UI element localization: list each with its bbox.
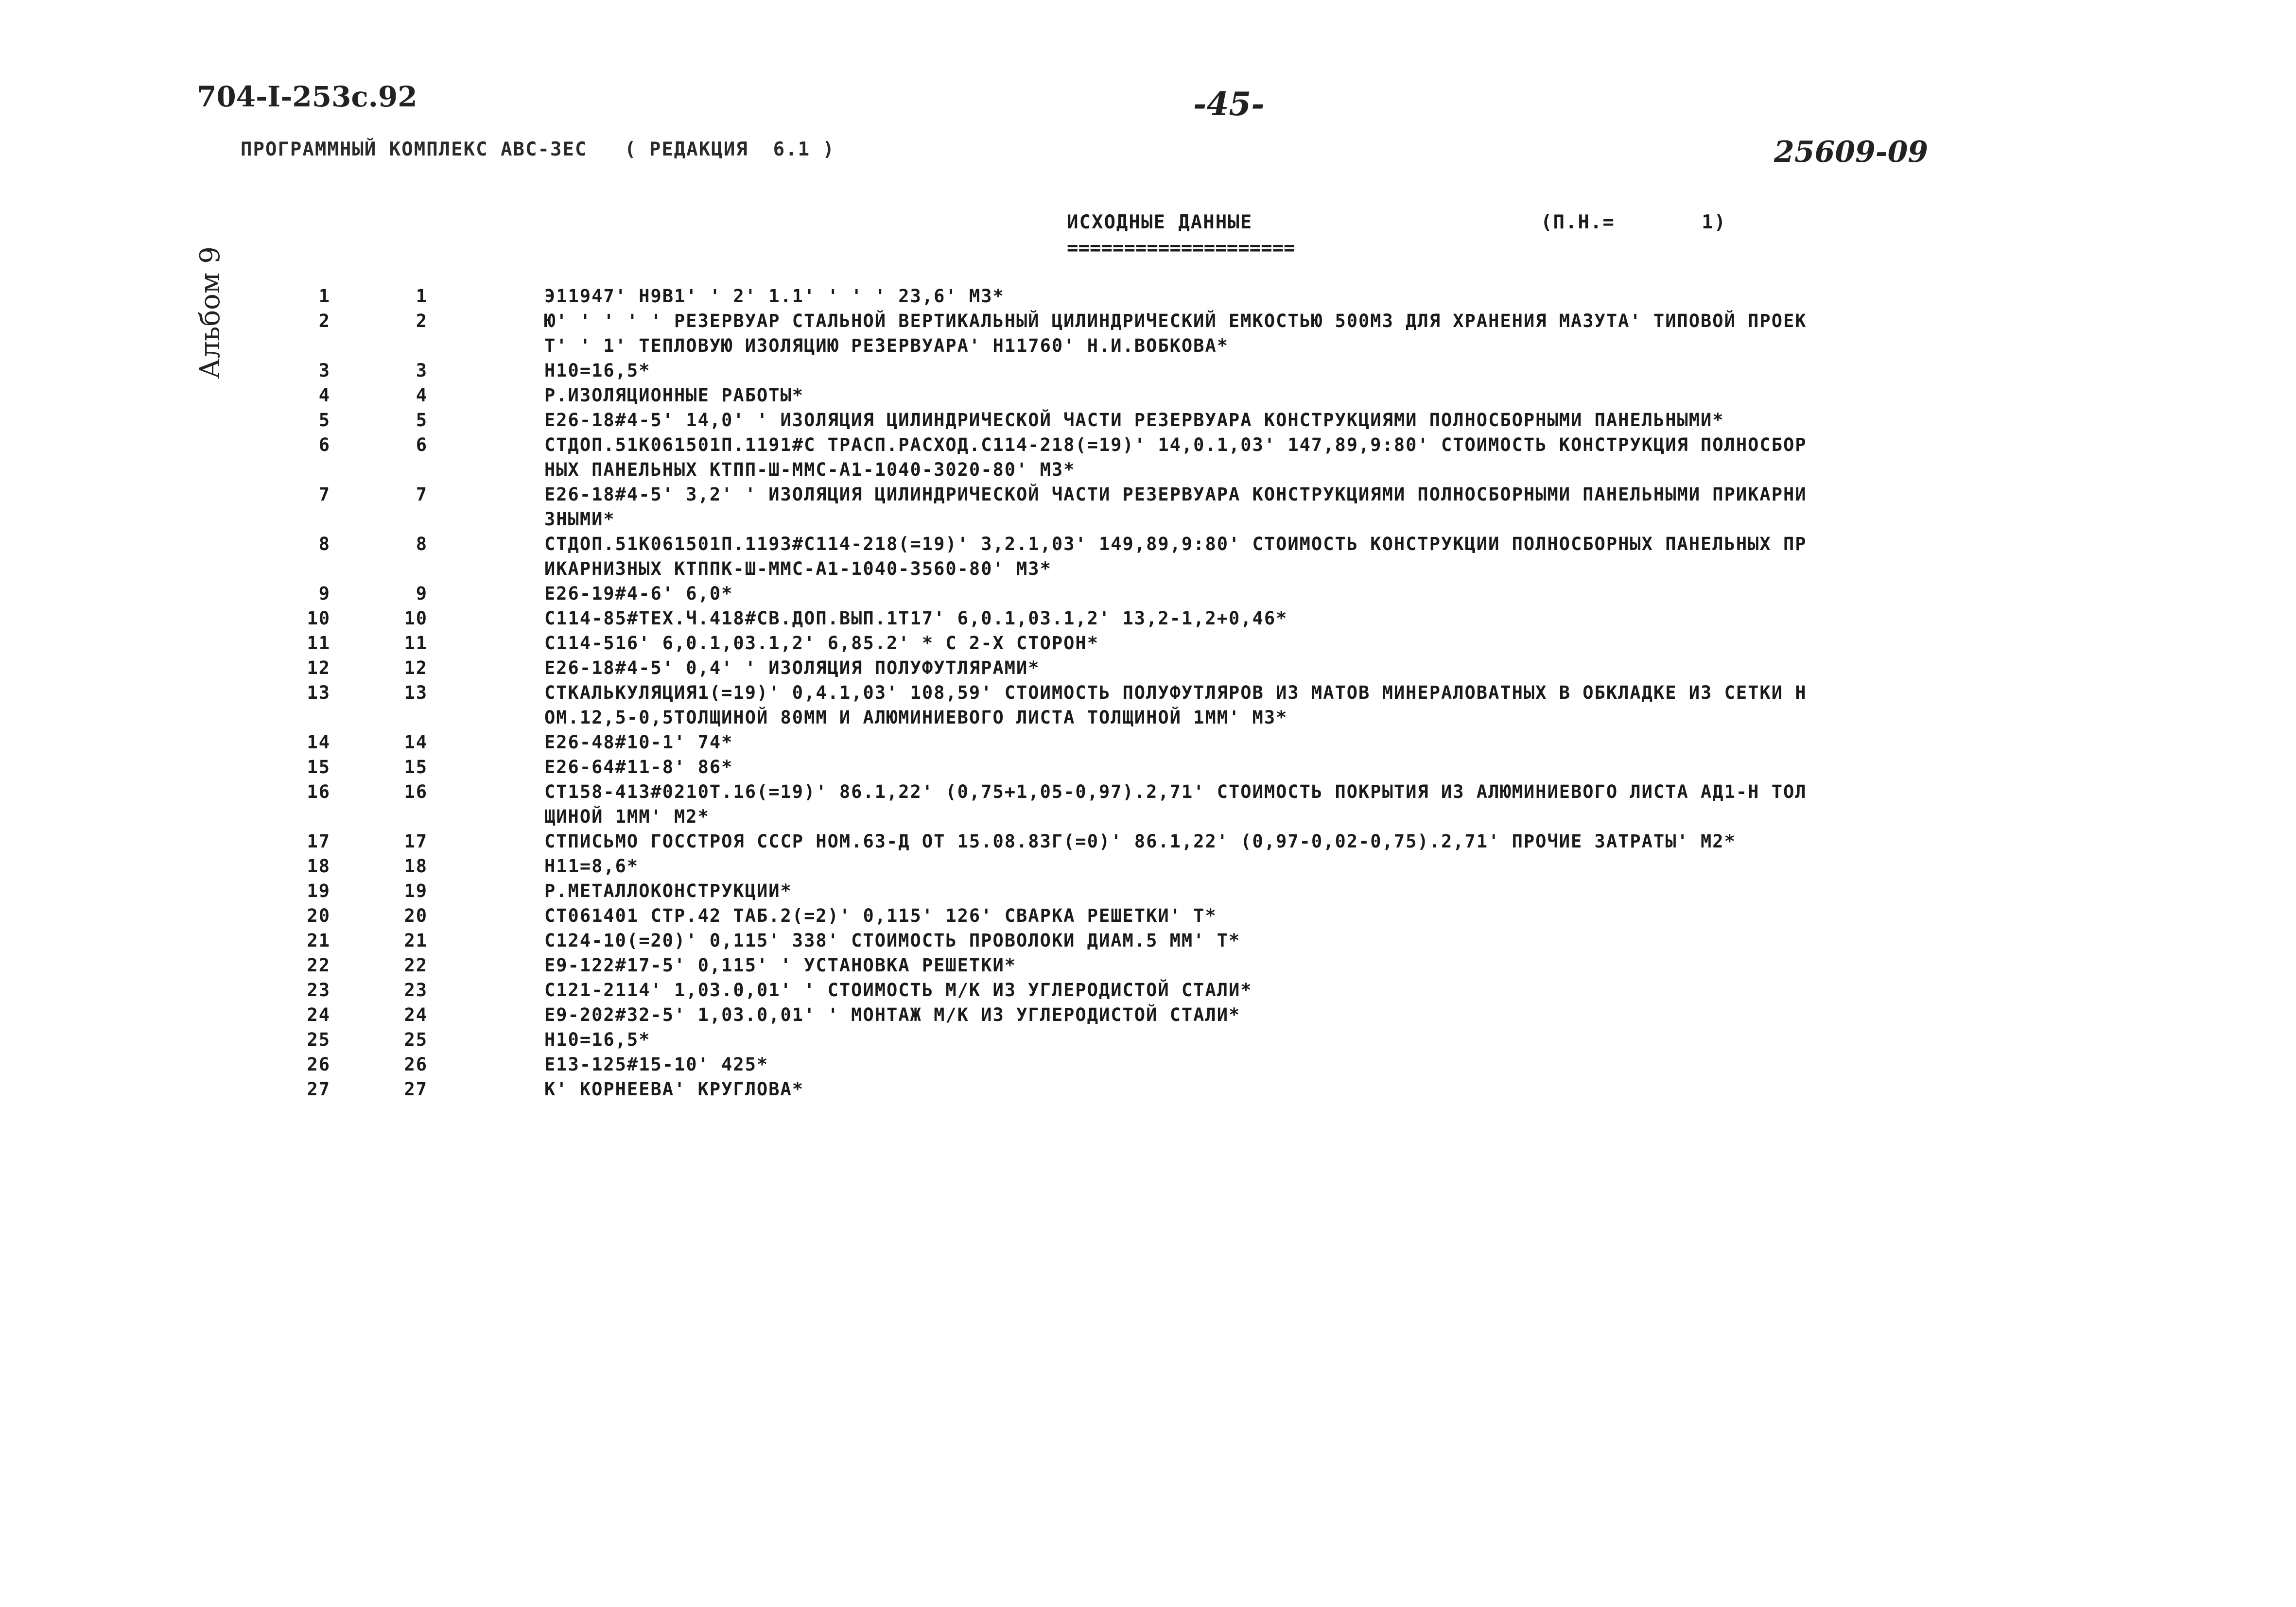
row-text: Т' ' 1' ТЕПЛОВУЮ ИЗОЛЯЦИЮ РЕЗЕРВУАРА' Н11760' Н.И.ВОБКОВА*: [544, 335, 1229, 356]
listing-row: [0, 358, 2296, 383]
row-seq-number: 12: [307, 657, 330, 678]
row-text: Р.МЕТАЛЛОКОНСТРУКЦИИ*: [544, 881, 792, 901]
row-text: ЩИНОЙ 1ММ' М2*: [544, 806, 710, 827]
album-label: Альбом 9: [194, 246, 226, 379]
row-seq-number: 23: [307, 980, 330, 1001]
row-text: ОМ.12,5-0,5ТОЛЩИНОЙ 80ММ И АЛЮМИНИЕВОГО ЛИСТА ТОЛЩИНОЙ 1ММ' М3*: [544, 707, 1288, 728]
row-text: Н10=16,5*: [544, 360, 651, 381]
data-listing: [0, 284, 2296, 1102]
listing-row: [0, 309, 2296, 358]
row-text: ИКАРНИЗНЫХ КТППК-Ш-ММС-А1-1040-3560-80' М3*: [544, 558, 1052, 579]
row-text: С114-85#ТЕХ.Ч.418#СВ.ДОП.ВЫП.1Т17' 6,0.1,03.1,2' 13,2-1,2+0,46*: [544, 608, 1288, 629]
row-seq-number: 10: [307, 608, 330, 629]
listing-row: [0, 928, 2296, 953]
program-header: ПРОГРАММНЫЙ КОМПЛЕКС АВС-3ЕС ( РЕДАКЦИЯ 6.1 ): [241, 138, 835, 160]
row-text: Е13-125#15-10' 425*: [544, 1054, 769, 1075]
listing-row: [0, 829, 2296, 854]
listing-row: [0, 730, 2296, 755]
listing-row: [0, 284, 2296, 309]
listing-row: [0, 1077, 2296, 1102]
row-text: Е9-122#17-5' 0,115' ' УСТАНОВКА РЕШЕТКИ*: [544, 955, 1017, 976]
listing-row: [0, 408, 2296, 432]
row-seq-number: 22: [307, 955, 330, 976]
row-line-number: 13: [404, 682, 428, 703]
row-line-number: 27: [404, 1079, 428, 1100]
listing-row: [0, 581, 2296, 606]
listing-row: [0, 432, 2296, 482]
listing-row: [0, 755, 2296, 779]
row-line-number: 8: [416, 534, 428, 554]
row-line-number: 11: [404, 633, 428, 654]
document-code: 704-I-253с.92: [197, 80, 417, 113]
pn-indicator: (П.Н.= 1): [1541, 211, 1727, 233]
row-text: Е26-64#11-8' 86*: [544, 757, 733, 778]
row-text: ЗНЫМИ*: [544, 509, 615, 530]
row-line-number: 15: [404, 757, 428, 778]
row-line-number: 19: [404, 881, 428, 901]
listing-row: [0, 631, 2296, 656]
row-text: Е9-202#32-5' 1,03.0,01' ' МОНТАЖ М/К ИЗ УГЛЕРОДИСТОЙ СТАЛИ*: [544, 1004, 1241, 1025]
row-seq-number: 4: [318, 385, 330, 406]
row-line-number: 22: [404, 955, 428, 976]
row-seq-number: 3: [318, 360, 330, 381]
row-line-number: 20: [404, 905, 428, 926]
listing-row: [0, 978, 2296, 1002]
row-line-number: 18: [404, 856, 428, 877]
row-seq-number: 18: [307, 856, 330, 877]
row-seq-number: 1: [318, 286, 330, 307]
row-line-number: 1: [416, 286, 428, 307]
row-text: Э11947' Н9В1' ' 2' 1.1' ' ' ' 23,6' М3*: [544, 286, 1005, 307]
row-line-number: 12: [404, 657, 428, 678]
row-text: СТ158-413#0210Т.16(=19)' 86.1,22' (0,75+1,05-0,97).2,71' СТОИМОСТЬ ПОКРЫТИЯ ИЗ АЛЮМИНИЕВОГО ЛИСТА АД1-Н ТОЛ: [544, 781, 1807, 802]
row-seq-number: 2: [318, 311, 330, 331]
row-text: СТПИСЬМО ГОССТРОЯ СССР НОМ.63-Д ОТ 15.08.83Г(=0)' 86.1,22' (0,97-0,02-0,75).2,71' ПРОЧИЕ ЗАТРАТЫ' М2*: [544, 831, 1736, 852]
registration-number: 25609-09: [1774, 135, 1929, 169]
row-text: Е26-19#4-6' 6,0*: [544, 583, 733, 604]
row-text: Е26-18#4-5' 14,0' ' ИЗОЛЯЦИЯ ЦИЛИНДРИЧЕСКОЙ ЧАСТИ РЕЗЕРВУАРА КОНСТРУКЦИЯМИ ПОЛНОСБОРНЫМИ ПАНЕЛЬНЫМИ*: [544, 410, 1724, 431]
row-text: С114-516' 6,0.1,03.1,2' 6,85.2' * С 2-Х СТОРОН*: [544, 633, 1099, 654]
row-line-number: 5: [416, 410, 428, 431]
row-seq-number: 8: [318, 534, 330, 554]
row-text: Е26-48#10-1' 74*: [544, 732, 733, 753]
listing-row: [0, 1052, 2296, 1077]
row-text: Е26-18#4-5' 0,4' ' ИЗОЛЯЦИЯ ПОЛУФУТЛЯРАМИ*: [544, 657, 1040, 678]
row-text: Н10=16,5*: [544, 1029, 651, 1050]
row-line-number: 25: [404, 1029, 428, 1050]
row-line-number: 26: [404, 1054, 428, 1075]
row-line-number: 10: [404, 608, 428, 629]
row-line-number: 24: [404, 1004, 428, 1025]
listing-row: [0, 879, 2296, 903]
section-title-underline: ====================: [1067, 237, 1295, 259]
listing-row: [0, 1002, 2296, 1027]
row-seq-number: 24: [307, 1004, 330, 1025]
row-text: СТ061401 СТР.42 ТАБ.2(=2)' 0,115' 126' СВАРКА РЕШЕТКИ' Т*: [544, 905, 1217, 926]
row-seq-number: 5: [318, 410, 330, 431]
row-seq-number: 9: [318, 583, 330, 604]
listing-row: [0, 854, 2296, 879]
row-seq-number: 15: [307, 757, 330, 778]
row-text: С124-10(=20)' 0,115' 338' СТОИМОСТЬ ПРОВОЛОКИ ДИАМ.5 ММ' Т*: [544, 930, 1241, 951]
listing-row: [0, 532, 2296, 581]
row-seq-number: 7: [318, 484, 330, 505]
row-seq-number: 21: [307, 930, 330, 951]
row-text: СТКАЛЬКУЛЯЦИЯ1(=19)' 0,4.1,03' 108,59' СТОИМОСТЬ ПОЛУФУТЛЯРОВ ИЗ МАТОВ МИНЕРАЛОВАТНЫХ В ОБКЛАДКЕ ИЗ СЕТКИ Н: [544, 682, 1807, 703]
row-seq-number: 26: [307, 1054, 330, 1075]
row-text: Е26-18#4-5' 3,2' ' ИЗОЛЯЦИЯ ЦИЛИНДРИЧЕСКОЙ ЧАСТИ РЕЗЕРВУАРА КОНСТРУКЦИЯМИ ПОЛНОСБОРНЫМИ ПАНЕЛЬНЫМИ ПРИКАРНИ: [544, 484, 1807, 505]
row-seq-number: 6: [318, 434, 330, 455]
row-seq-number: 13: [307, 682, 330, 703]
listing-row: [0, 680, 2296, 730]
row-line-number: 21: [404, 930, 428, 951]
row-line-number: 7: [416, 484, 428, 505]
listing-row: [0, 606, 2296, 631]
row-text: СТДОП.51К061501П.1191#С ТРАСП.РАСХОД.С114-218(=19)' 14,0.1,03' 147,89,9:80' СТОИМОСТЬ КОНСТРУКЦИЯ ПОЛНОСБОР: [544, 434, 1807, 455]
listing-row: [0, 779, 2296, 829]
row-text: С121-2114' 1,03.0,01' ' СТОИМОСТЬ М/К ИЗ УГЛЕРОДИСТОЙ СТАЛИ*: [544, 980, 1252, 1001]
row-line-number: 16: [404, 781, 428, 802]
row-text: Р.ИЗОЛЯЦИОННЫЕ РАБОТЫ*: [544, 385, 804, 406]
row-text: К' КОРНЕЕВА' КРУГЛОВА*: [544, 1079, 804, 1100]
row-line-number: 2: [416, 311, 428, 331]
row-seq-number: 17: [307, 831, 330, 852]
row-text: СТДОП.51К061501П.1193#С114-218(=19)' 3,2.1,03' 149,89,9:80' СТОИМОСТЬ КОНСТРУКЦИИ ПОЛНОСБОРНЫХ ПАНЕЛЬНЫХ ПР: [544, 534, 1807, 554]
row-text: Ю' ' ' ' ' РЕЗЕРВУАР СТАЛЬНОЙ ВЕРТИКАЛЬНЫЙ ЦИЛИНДРИЧЕСКИЙ ЕМКОСТЬЮ 500М3 ДЛЯ ХРАНЕНИЯ МАЗУТА' ТИПОВОЙ ПРОЕК: [544, 311, 1807, 331]
row-seq-number: 27: [307, 1079, 330, 1100]
listing-row: [0, 482, 2296, 532]
listing-row: [0, 383, 2296, 408]
row-line-number: 23: [404, 980, 428, 1001]
row-text: НЫХ ПАНЕЛЬНЫХ КТПП-Ш-ММС-А1-1040-3020-80' М3*: [544, 459, 1076, 480]
listing-row: [0, 656, 2296, 680]
row-line-number: 3: [416, 360, 428, 381]
row-text: Н11=8,6*: [544, 856, 639, 877]
listing-row: [0, 953, 2296, 978]
listing-row: [0, 1027, 2296, 1052]
row-seq-number: 20: [307, 905, 330, 926]
row-line-number: 6: [416, 434, 428, 455]
row-seq-number: 14: [307, 732, 330, 753]
row-line-number: 9: [416, 583, 428, 604]
row-seq-number: 19: [307, 881, 330, 901]
listing-row: [0, 903, 2296, 928]
row-seq-number: 11: [307, 633, 330, 654]
row-seq-number: 25: [307, 1029, 330, 1050]
page-number: -45-: [1193, 85, 1265, 123]
row-line-number: 4: [416, 385, 428, 406]
section-title: ИСХОДНЫЕ ДАННЫЕ: [1067, 211, 1253, 233]
row-line-number: 14: [404, 732, 428, 753]
row-line-number: 17: [404, 831, 428, 852]
row-seq-number: 16: [307, 781, 330, 802]
